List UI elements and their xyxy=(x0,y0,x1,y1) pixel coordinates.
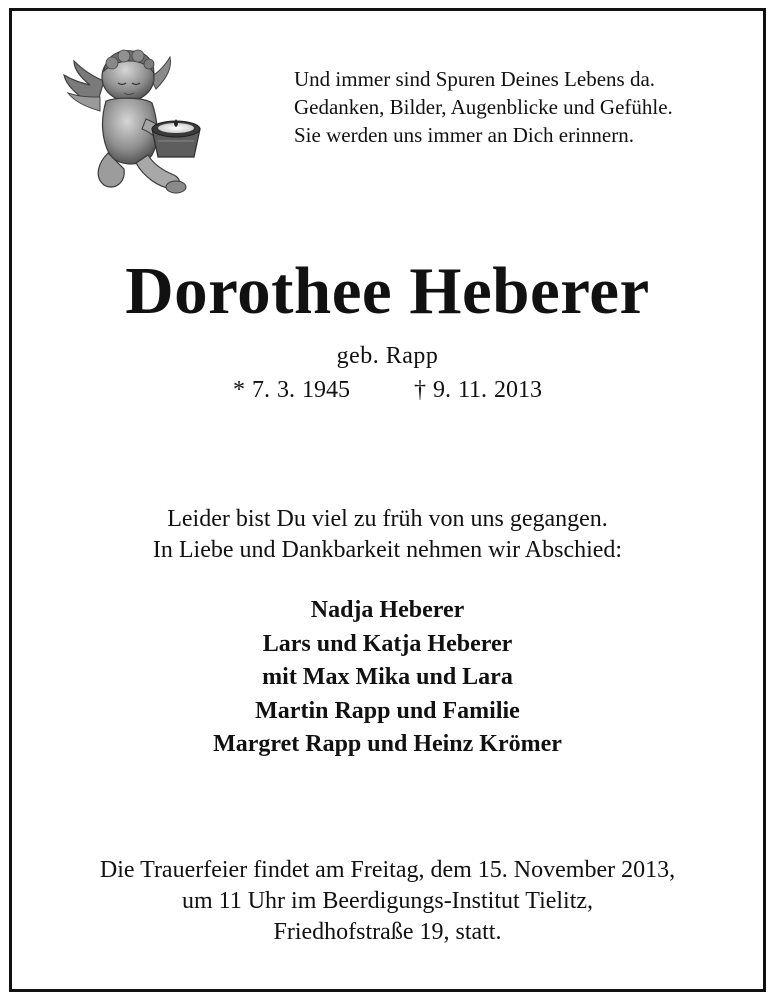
service-line: um 11 Uhr im Beerdigungs-Institut Tielitz, xyxy=(181,888,594,914)
maiden-name: geb. Rapp xyxy=(336,343,439,369)
birth-date: * 7. 3. 1945 xyxy=(232,377,350,403)
poem-line: Gedanken, Bilder, Augenblicke und Gefühle. xyxy=(294,95,673,119)
deceased-name: Dorothee Heberer xyxy=(125,254,650,328)
death-date: † 9. 11. 2013 xyxy=(413,377,543,403)
service-line: Friedhofstraße 19, statt. xyxy=(273,919,502,945)
farewell-line: Leider bist Du viel zu früh von uns gegangen. xyxy=(167,506,608,532)
cherub-with-candle-icon xyxy=(60,37,210,202)
mourners-list xyxy=(12,594,763,762)
farewell-line: In Liebe und Dankbarkeit nehmen wir Abschied: xyxy=(152,537,623,563)
mourner-entry: mit Max Mika und Lara xyxy=(262,664,513,690)
service-notice xyxy=(12,855,763,948)
mourner-entry: Martin Rapp und Familie xyxy=(255,697,520,724)
poem-line: Sie werden uns immer an Dich erinnern. xyxy=(294,123,634,147)
poem-verse xyxy=(294,65,764,149)
life-dates xyxy=(12,375,763,405)
mourner-entry: Margret Rapp und Heinz Krömer xyxy=(213,731,562,757)
service-line: Die Trauerfeier findet am Freitag, dem 15. November 2013, xyxy=(99,857,676,883)
poem-line: Und immer sind Spuren Deines Lebens da. xyxy=(294,67,656,91)
obituary-frame xyxy=(9,8,766,992)
farewell-text xyxy=(12,504,763,566)
mourner-entry: Nadja Heberer xyxy=(310,597,465,623)
mourner-entry: Lars und Katja Heberer xyxy=(262,630,513,657)
